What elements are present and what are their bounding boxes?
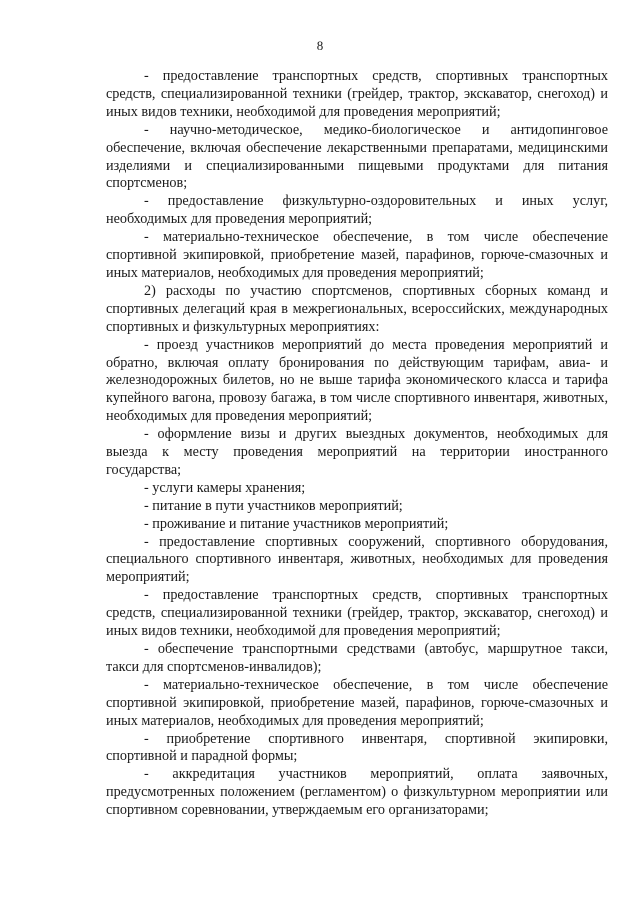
paragraph-material-support-2: - материально-техническое обеспечение, в том числе обеспечение спортивной экипировкой, приобретение мазей, парафинов, горюче-смазочных и иных материалов, необходимых для проведения мероприятий; [106,676,608,729]
paragraph-storage: - услуги камеры хранения; [144,479,306,496]
paragraph-accommodation: - проживание и питание участников мероприятий; [144,515,449,532]
paragraph-participation-expenses: 2) расходы по участию спортсменов, спортивных сборных команд и спортивных делегаций края в межрегиональных, всероссийских, международных спортивных и физкультурных мероприятиях: [106,282,608,335]
paragraph-transport-provision-2: - предоставление транспортных средств, спортивных транспортных средств, специализированной техники (грейдер, трактор, экскаватор, снегоход) и иных видов техники, необходимой для проведения мероприятий; [106,587,608,640]
paragraph-accreditation: - аккредитация участников мероприятий, оплата заявочных, предусмотренных положением (регламентом) о физкультурном мероприятии или спортивном соревновании, утверждаемым его организаторами; [106,766,608,819]
paragraph-facilities: - предоставление спортивных сооружений, спортивного оборудования, специального спортивного инвентаря, животных, необходимых для проведения мероприятий; [106,533,608,586]
paragraph-meals-in-transit: - питание в пути участников мероприятий; [144,497,403,514]
paragraph-equipment-purchase: - приобретение спортивного инвентаря, спортивной экипировки, спортивной и парадной формы; [106,730,608,765]
paragraph-fitness-services: - предоставление физкультурно-оздоровительных и иных услуг, необходимых для проведения мероприятий; [106,193,608,228]
paragraph-travel: - проезд участников мероприятий до места проведения мероприятий и обратно, включая оплату бронирования по действующим тарифам, авиа- и железнодорожных билетов, но не выше тарифа экономического класса и тарифа купейного вагона, провозу багажа, в том числе спортивного инвентаря, животных, необходимых для проведения мероприятий; [106,336,608,425]
page-number: 8 [316,38,324,53]
document-body [106,68,608,820]
paragraph-visa: - оформление визы и других выездных документов, необходимых для выезда к месту проведения мероприятий на территории иностранного государства; [106,426,608,478]
paragraph-material-support: - материально-техническое обеспечение, в том числе обеспечение спортивной экипировкой, приобретение мазей, парафинов, горюче-смазочных и иных материалов, необходимых для проведения мероприятий; [106,229,608,281]
paragraph-vehicles: - обеспечение транспортными средствами (автобус, маршрутное такси, такси для спортсменов-инвалидов); [106,641,608,675]
paragraph-scientific-support: - научно-методическое, медико-биологическое и антидопинговое обеспечение, включая обеспечение лекарственными препаратами, медицинскими изделиями и специализированными пищевыми продуктами для питания спортсменов; [106,121,608,192]
paragraph-transport-provision: - предоставление транспортных средств, спортивных транспортных средств, специализированной техники (грейдер, трактор, экскаватор, снегоход) и иных видов техники, необходимой для проведения мероприятий; [106,68,608,120]
